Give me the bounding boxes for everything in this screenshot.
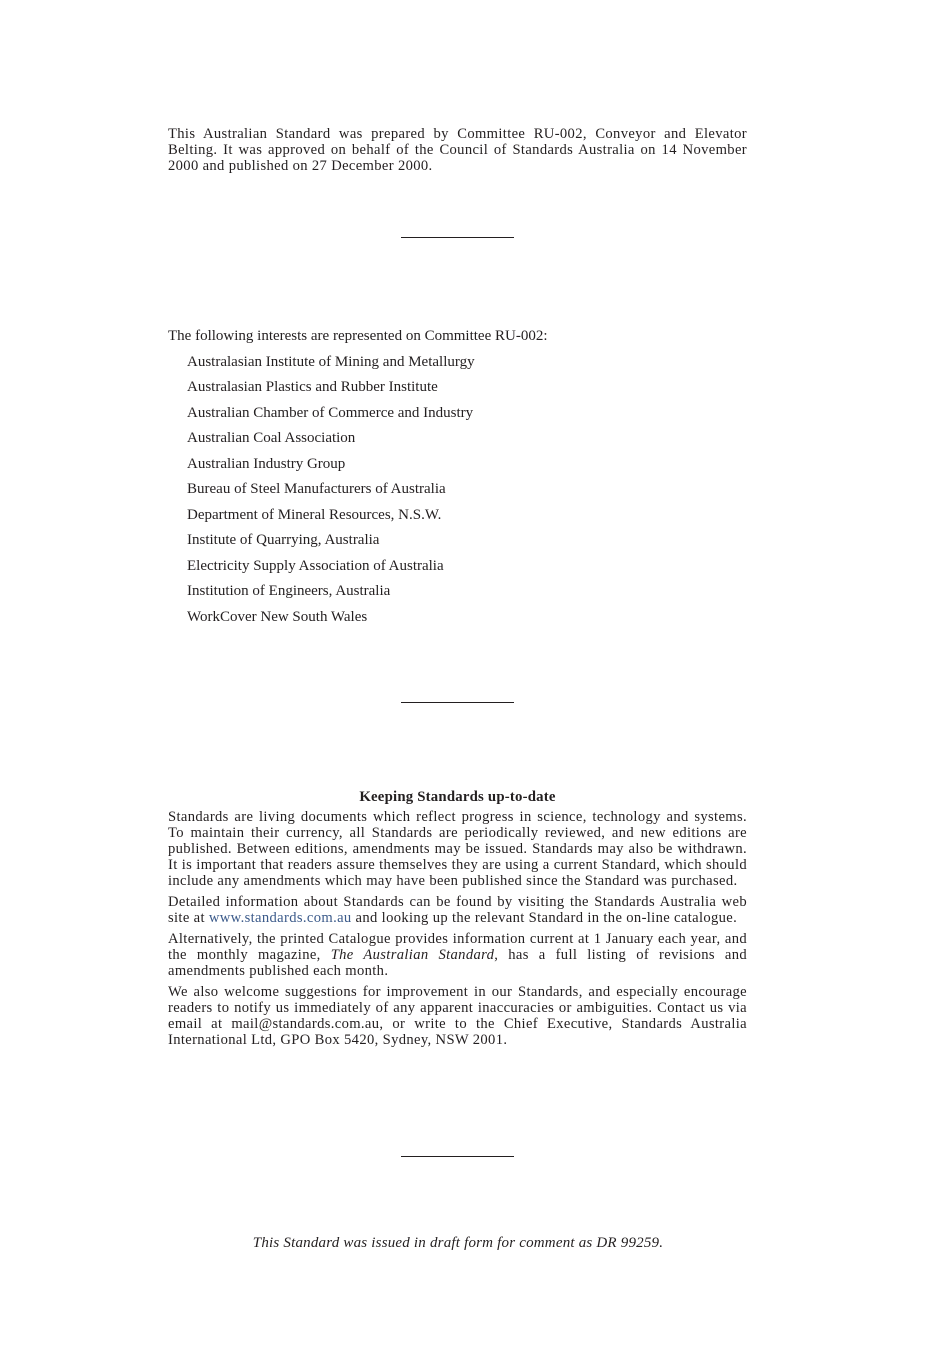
divider-rule xyxy=(401,702,514,703)
interest-item: Department of Mineral Resources, N.S.W. xyxy=(187,506,442,523)
committee-interests-section xyxy=(168,326,747,632)
interest-item: Australian Coal Association xyxy=(187,430,356,446)
interests-heading: The following interests are represented on Committee RU-002: xyxy=(168,328,548,344)
divider-rule xyxy=(401,237,514,238)
interest-item: Australasian Institute of Mining and Metallurgy xyxy=(187,353,475,370)
interest-item: Australian Industry Group xyxy=(187,455,346,472)
interest-item: Institute of Quarrying, Australia xyxy=(187,532,380,548)
keeping-paragraph-2 xyxy=(168,894,747,926)
interest-item: Electricity Supply Association of Australia xyxy=(187,557,444,574)
magazine-title: The Australian Standard xyxy=(330,947,495,963)
keeping-paragraph-1: Standards are living documents which reflect progress in science, technology and systems. To maintain their currency, all Standards are periodically reviewed, and new editions are published. Between editions, amendments may be issued. Standards may also be withdrawn. It is important that readers assure themselves they are using a current Standard, which should include any amendments which may have been published since the Standard was purchased. xyxy=(168,809,747,889)
interest-item: Bureau of Steel Manufacturers of Australia xyxy=(187,481,446,497)
preparation-section xyxy=(168,126,747,174)
interests-list xyxy=(168,352,747,633)
p2-text-after: and looking up the relevant Standard in the on-line catalogue. xyxy=(351,910,738,926)
preparation-text: This Australian Standard was prepared by Committee RU-002, Conveyor and Elevator Belting. It was approved on behalf of the Council of Standards Australia on 14 November 2000 and published on 27 December 2000. xyxy=(168,126,747,174)
standards-website-link[interactable]: www.standards.com.au xyxy=(208,910,352,926)
keeping-standards-heading: Keeping Standards up-to-date xyxy=(359,789,556,805)
keeping-paragraph-3 xyxy=(168,931,747,979)
keeping-paragraph-4: We also welcome suggestions for improvement in our Standards, and especially encourage readers to notify us immediately of any apparent inaccuracies or ambiguities. Contact us via email at mail@standards.com.au, or write to the Chief Executive, Standards Australia International Ltd, GPO Box 5420, Sydney, NSW 2001. xyxy=(168,984,747,1048)
interest-item: Institution of Engineers, Australia xyxy=(187,583,391,599)
interest-item: Australian Chamber of Commerce and Industry xyxy=(187,404,474,421)
interest-item: WorkCover New South Wales xyxy=(187,608,368,625)
draft-note: This Standard was issued in draft form for comment as DR 99259. xyxy=(252,1235,664,1251)
p3-text-after: , has a full listing of revisions and amendments published each month. xyxy=(168,947,748,979)
keeping-standards-section xyxy=(168,788,747,1053)
divider-rule xyxy=(401,1156,514,1157)
p2-text-before: Detailed information about Standards can be found by visiting the Standards Australia web site at xyxy=(168,894,747,926)
interest-item: Australasian Plastics and Rubber Institute xyxy=(187,379,438,395)
p3-text-before: Alternatively, the printed Catalogue provides information current at 1 January each year, and the monthly magazine, xyxy=(168,931,747,963)
